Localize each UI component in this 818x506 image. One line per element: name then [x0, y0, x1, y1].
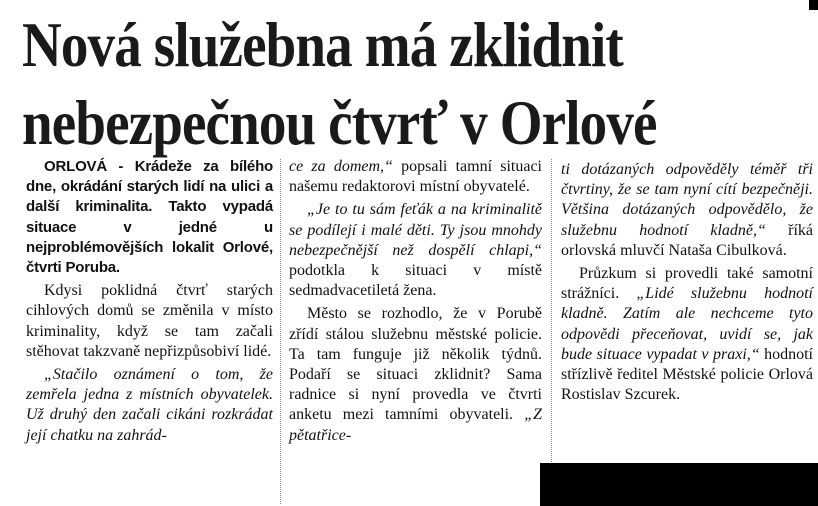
dateline: ORLOVÁ -	[44, 158, 124, 175]
article-column-2	[289, 157, 542, 446]
body-text: podotkla k situaci v místě sedmadvacetiletá žena.	[289, 262, 542, 300]
body-paragraph	[289, 157, 542, 197]
article-column-3	[561, 160, 813, 405]
body-text: hodnotí střízlivě ředitel Městské policie Orlová Rostislav Szcurek.	[561, 345, 813, 404]
quote-text: „Z pětatřice-	[289, 406, 542, 444]
headline-line-1: Nová služebna má zklidnit	[22, 9, 623, 80]
body-paragraph	[289, 200, 542, 301]
quote-text: „Je to tu sám feťák a na kriminalitě se podílejí i malé děti. Ty jsou mnohdy nebezpečnější než dospělí chlapi,“	[289, 201, 542, 259]
headline	[22, 6, 701, 162]
body-text: říká orlovská mluvčí Nataša Cibulková.	[561, 221, 814, 259]
body-paragraph	[289, 304, 542, 445]
quote-text: ti dotázaných odpověděly téměř tři čtvrtiny, že se tam nyní cítí bezpečněji. Většina dotázaných odpovědělo, že služebnu hodnotí kladně,“	[561, 161, 813, 239]
lead-paragraph	[26, 157, 273, 278]
quote-text: „Lidé služebnu hodnotí kladně. Zatím ale nechceme tyto odpovědi přeceňovat, uvidí se, jak bude situace vypadat v praxi,“	[561, 285, 813, 363]
article-column-1	[26, 157, 273, 446]
body-paragraph	[561, 160, 813, 261]
body-text: Město se rozhodlo, že v Porubě zřídí stálou služebnu městské policie. Ta tam funguje již několik týdnů. Podaří se situaci zklidnit? Sama radnice si nyní provedla ve čtvrti anketu mezi tamními obyvateli.	[289, 305, 542, 424]
body-paragraph	[561, 264, 813, 405]
body-paragraph: Kdysi poklidná čtvrť starých cihlových domů se změnila v místo kriminality, když se tam začali stěhovat takzvaně nepřizpůsobiví lidé.	[26, 282, 273, 360]
quote-paragraph: „Stačilo oznámení o tom, že zemřela jedna z místních obyvatelek. Už druhý den začali cikáni rozkrádat její chatku na zahrád-	[26, 366, 273, 444]
body-text: popsali tamní situaci našemu redaktorovi místní obyvatelé.	[289, 158, 542, 196]
headline-line-2: nebezpečnou čtvrť v Orlové	[22, 87, 657, 158]
quote-text: ce za domem,“	[289, 158, 393, 175]
black-block	[540, 463, 818, 506]
corner-mark	[809, 0, 818, 10]
column-divider-1	[280, 159, 282, 504]
body-text: Průzkum si provedli také samotní strážníci.	[561, 265, 813, 303]
column-divider-2	[551, 159, 553, 504]
lead-text: Krádeže za bílého dne, okrádání starých lidí na ulici a další kriminalita. Takto vypadá situace v jedné u nejproblémovějších lokalit Orlové, čtvrti Poruba.	[26, 158, 273, 277]
